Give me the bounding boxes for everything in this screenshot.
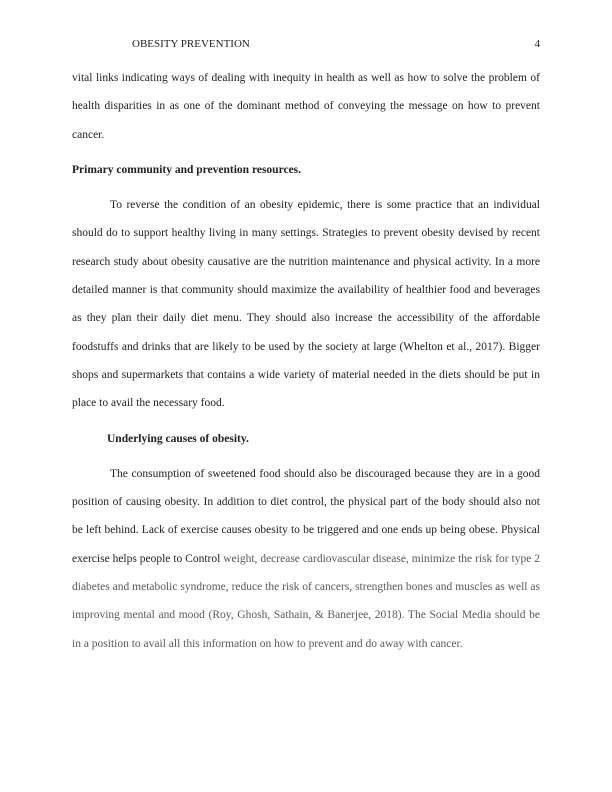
section-heading-underlying-causes: Underlying causes of obesity. — [107, 432, 249, 445]
section-heading-primary-community: Primary community and prevention resources. — [72, 163, 302, 176]
document-body — [72, 64, 540, 658]
paragraph-underlying-causes-part-1: The consumption of sweetened food should also be discouraged because they are in a good position of causing obesity. In addition to diet control, the physical part of the body should also not be left behind. Lack of exercise causes obesity to be triggered and one ends up being obese. Physical exercise helps people to Control — [72, 467, 540, 565]
page-number: 4 — [534, 38, 540, 50]
paragraph-underlying-causes-part-2: weight, decrease cardiovascular disease, minimize the risk for type 2 diabetes and metabolic syndrome, reduce the risk of cancers, strengthen bones and muscles as well as improving mental and mood (Roy, Ghosh, Sathain, & Banerjee, 2018). The Social Media should be in a position to avail all this information on how to prevent and do away with cancer. — [72, 552, 540, 650]
paragraph-primary-community: To reverse the condition of an obesity epidemic, there is some practice that an individual should do to support healthy living in many settings. Strategies to prevent obesity devised by recent research study about obesity causative are the nutrition maintenance and physical activity. In a more detailed manner is that community should maximize the availability of healthier food and beverages as they plan their daily diet menu. They should also increase the accessibility of the affordable foodstuffs and drinks that are likely to be used by the society at large (Whelton et al., 2017). Bigger shops and supermarkets that contains a wide variety of material needed in the diets should be put in place to avail the necessary food. — [72, 199, 540, 410]
page-header — [132, 36, 544, 52]
running-head: OBESITY PREVENTION — [132, 38, 250, 50]
intro-paragraph: vital links indicating ways of dealing with inequity in health as well as how to solve the problem of health disparities in as one of the dominant method of conveying the message on how to prevent cancer. — [72, 72, 540, 141]
paragraph-underlying-causes — [72, 460, 540, 658]
